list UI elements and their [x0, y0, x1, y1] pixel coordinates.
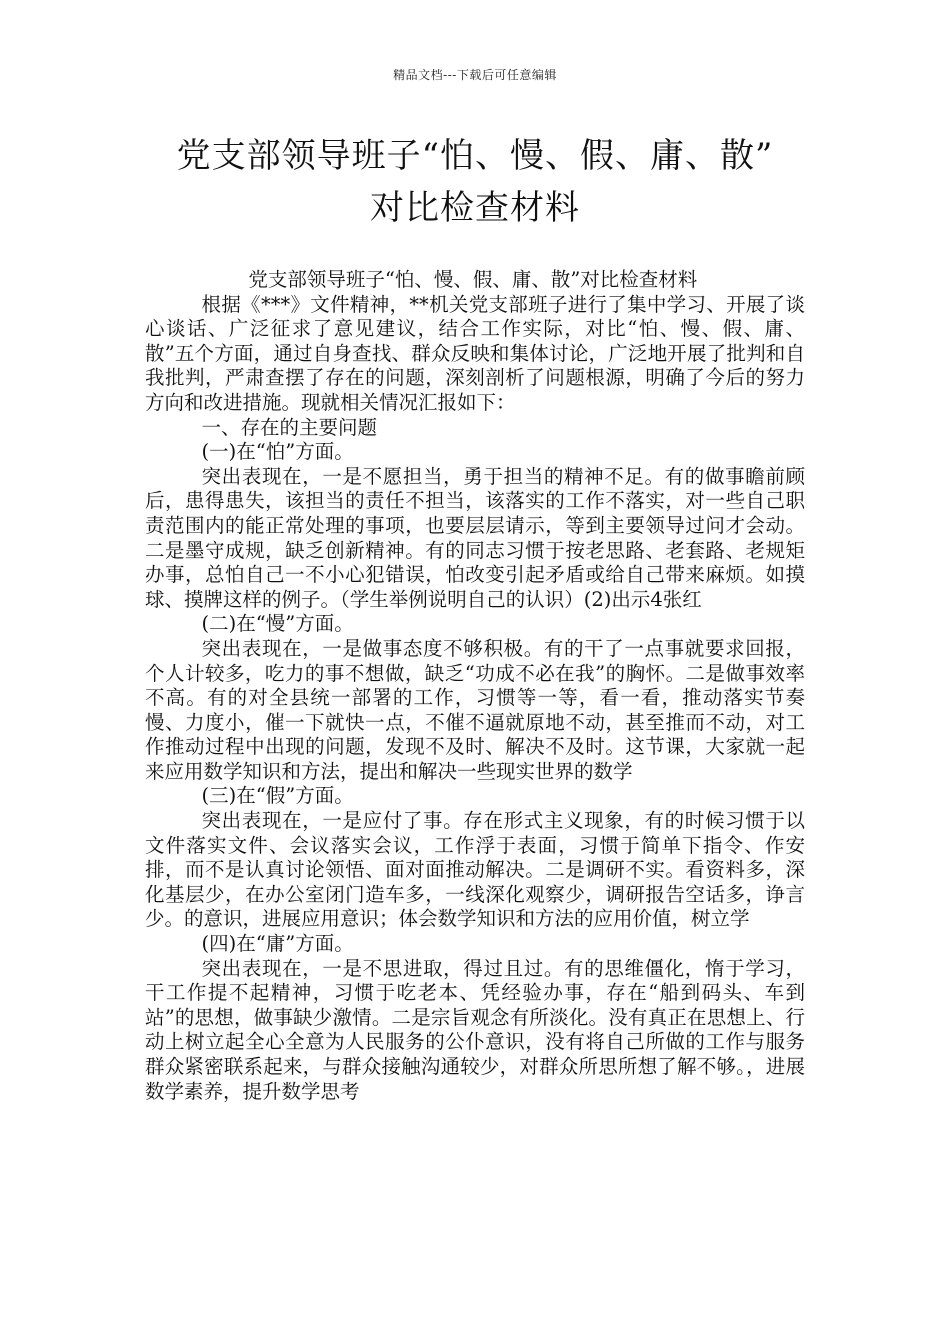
subsection-heading-mediocre: (四)在“庸”方面。 — [201, 932, 354, 956]
paragraph-fear: 突出表现在，一是不愿担当，勇于担当的精神不足。有的做事瞻前顾后，患得患失，该担当的责任不担当，该落实的工作不落实，对一些自己职责范围内的能正常处理的事项，也要层层请示，等到主要领导过问才会动。二是墨守成规，缺乏创新精神。有的同志习惯于按老思路、老套路、老规矩办事，总怕自己一不小心犯错误，怕改变引起矛盾或给自己带来麻烦。如摸球、摸牌这样的例子。（学生举例说明自己的认识）(2)出示4张红 — [145, 464, 805, 611]
section-heading: 一、存在的主要问题 — [201, 415, 378, 439]
subsection-heading-fear: (一)在“怕”方面。 — [201, 440, 354, 464]
document-body — [145, 268, 805, 1104]
paragraph-false: 突出表现在，一是应付了事。存在形式主义现象，有的时候习惯于以文件落实文件、会议落实会议，工作浮于表面，习惯于简单下指令、作安排，而不是认真讨论领悟、面对面推动解决。二是调研不实。看资料多，深化基层少，在办公室闭门造车多，一线深化观察少，调研报告空话多，诤言少。的意识，进展应用意识；体会数学知识和方法的应用价值，树立学 — [145, 809, 805, 931]
document-title-line-1: 党支部领导班子“怕、慢、假、庸、散” — [176, 136, 774, 176]
document-title-line-2: 对比检查材料 — [370, 188, 580, 228]
document-subtitle: 党支部领导班子“怕、慢、假、庸、散”对比检查材料 — [248, 268, 698, 291]
intro-paragraph: 根据《***》文件精神，**机关党支部班子进行了集中学习、开展了谈心谈话、广泛征求了意见建议，结合工作实际，对比“怕、慢、假、庸、散”五个方面，通过自身查找、群众反映和集体讨论，广泛地开展了批判和自我批判，严肃查摆了存在的问题，深刻剖析了问题根源，明确了今后的努力方向和改进措施。现就相关情况汇报如下： — [145, 292, 805, 414]
header-note: 精品文档---下载后可任意编辑 — [393, 68, 557, 82]
subsection-heading-false: (三)在“假”方面。 — [201, 784, 354, 808]
subsection-heading-slow: (二)在“慢”方面。 — [201, 612, 354, 636]
paragraph-mediocre: 突出表现在，一是不思进取，得过且过。有的思维僵化，惰于学习，干工作提不起精神，习惯于吃老本、凭经验办事，存在“船到码头、车到站”的思想，做事缺少激情。二是宗旨观念有所淡化。没有真正在思想上、行动上树立起全心全意为人民服务的公仆意识，没有将自己所做的工作与服务群众紧密联系起来，与群众接触沟通较少，对群众所思所想了解不够。，进展数学素养，提升数学思考 — [145, 956, 805, 1103]
paragraph-slow: 突出表现在，一是做事态度不够积极。有的干了一点事就要求回报，个人计较多，吃力的事不想做，缺乏“功成不必在我”的胸怀。二是做事效率不高。有的对全县统一部署的工作，习惯等一等，看一看，推动落实节奏慢、力度小，催一下就快一点，不催不逼就原地不动，甚至推而不动，对工作推动过程中出现的问题，发现不及时、解决不及时。这节课，大家就一起来应用数学知识和方法，提出和解决一些现实世界的数学 — [145, 636, 805, 783]
